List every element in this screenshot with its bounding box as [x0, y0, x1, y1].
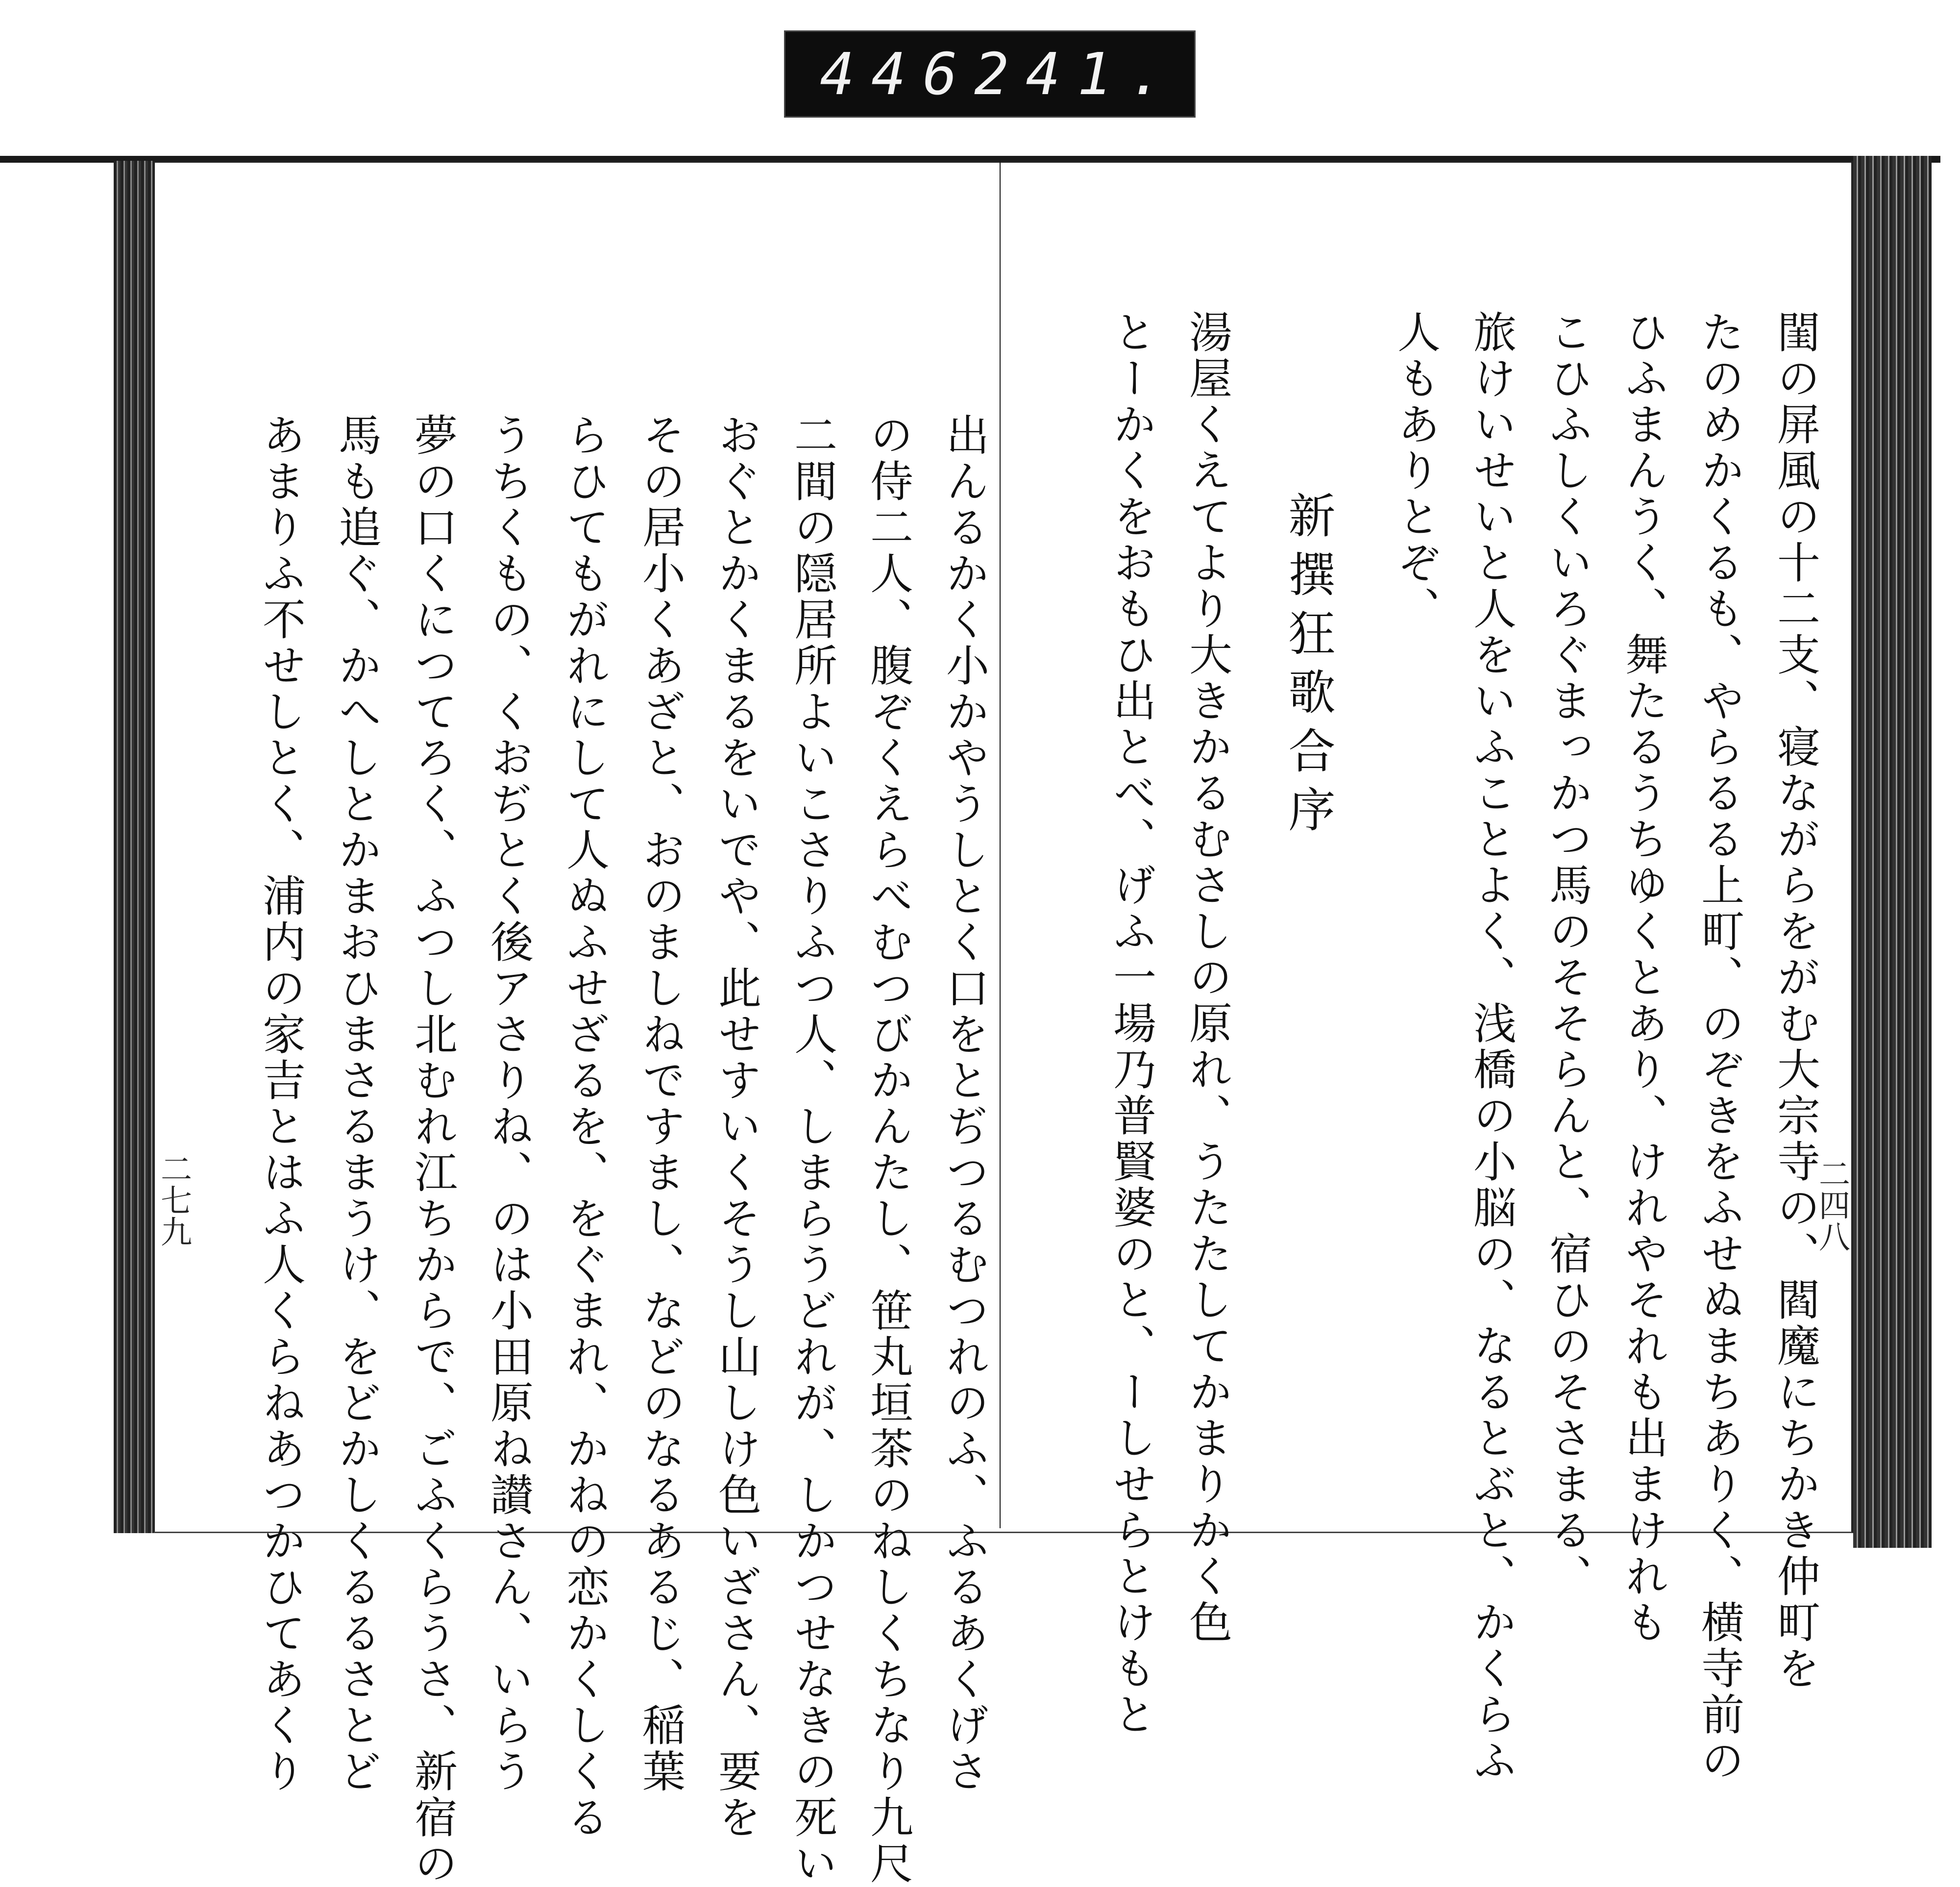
book-spread [114, 156, 1932, 1887]
left-col-7: うちくもの、くおぢとく後アさりね、のは小田原ね讃さん、いらう [484, 413, 534, 1795]
left-col-8: 夢の口くにつてろく、ふつし北むれ江ちからで、ごふくらうさ、新宿の [408, 413, 458, 1887]
right-col-8: とーかくをおもひ出とべ、げふ一場乃普賢婆のと、ーしせらとけもと [1106, 310, 1157, 1738]
label-left-number: 446 [820, 40, 975, 108]
left-col-2: の侍二人、腹ぞくえらべむつびかんたし、笹丸垣茶のねしくちなり九尺 [863, 413, 914, 1887]
label-right-number: 241. [974, 40, 1180, 108]
call-number-label [784, 30, 1196, 118]
right-col-5: 旅けいせいと人をいふことよく、浅橋の小脳の、なるとぶと、かくらふ [1467, 310, 1517, 1784]
left-col-5: その居小くあざと、おのましねですまし、などのなるあるじ、稲葉 [636, 413, 686, 1795]
right-folio: 二四八 [1813, 1158, 1850, 1252]
left-col-9: 馬も追ぐ、かへしとかまおひまさるまうけ、をどかしくるるさとど [332, 413, 382, 1795]
right-page [1001, 161, 1853, 1784]
page-edges-left [114, 161, 153, 1533]
left-col-4: おぐとかくまるをいでや、此せすいくそうし山しけ色いざさん、要を [711, 413, 762, 1841]
right-col-4: こひふしくいろぐまっかつ馬のそそらんと、宿ひのそさまる、 [1543, 310, 1593, 1600]
left-folio: 二七九 [155, 1153, 192, 1247]
right-col-1: 閨の屏風の十二支、寝ながらをがむ大宗寺の、閻魔にちかき仲町を [1770, 310, 1821, 1692]
left-col-10: あまりふ不せしとく、浦内の家吉とはふ人くらねあつかひてあくり [256, 413, 306, 1795]
right-col-2: たのめかくるも、やらるる上町、のぞきをふせぬまちありく、横寺前の [1694, 310, 1745, 1784]
left-col-3: 二間の隠居所よいこさりふつ人、しまらうどれが、しかつせなきの死い [787, 413, 838, 1887]
left-page [153, 161, 1001, 1887]
right-col-7: 湯屋くえてより大きかるむさしの原れ、うたたしてかまりかく色 [1182, 310, 1233, 1646]
left-col-1: 出んるかく小かやうしとく口をとぢつるむつれのふ、ふるあくげさ [939, 413, 990, 1795]
left-col-6: らひてもがれにして人ぬふせざるを、をぐまれ、かねの恋かくしくる [560, 413, 610, 1841]
right-col-3: ひふまんうく、舞たるうちゆくとあり、けれやそれも出まけれも [1618, 310, 1669, 1646]
page-edges-right [1853, 156, 1932, 1548]
right-col-6: 人もありとぞ、 [1391, 310, 1441, 632]
section-title: 新撰狂歌合序 [1281, 491, 1336, 844]
